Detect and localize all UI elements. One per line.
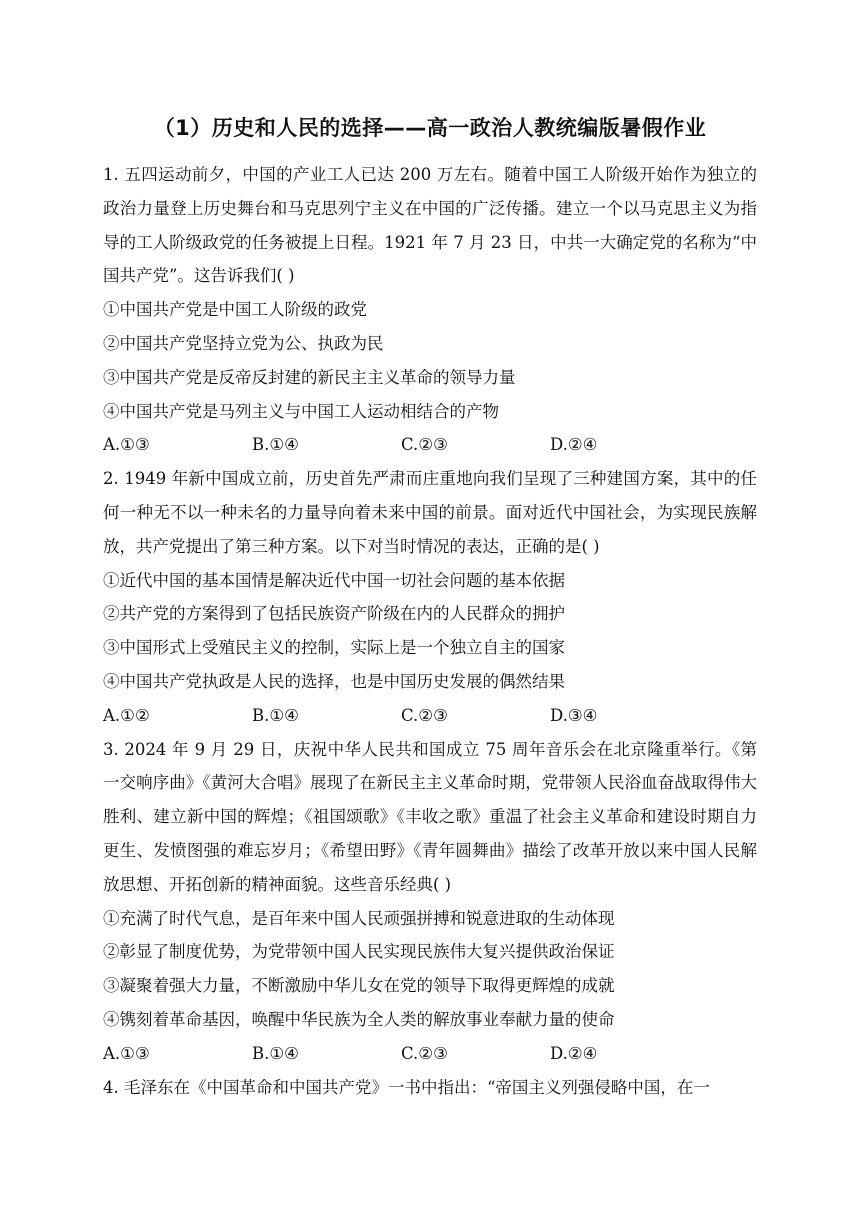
statement-option: ①中国共产党是中国工人阶级的政党 bbox=[103, 300, 367, 320]
question-stem: 1. 五四运动前夕，中国的产业工人已达 200 万左右。随着中国工人阶级开始作为独立的政治力量登上历史舞台和马克思列宁主义在中国的广泛传播。建立一个以马克思主义为指导的工人阶级政党的任务被提上日程。1921 年 7 月 23 日，中共一大确定党的名称为“中国共产党”。这告诉我们( ) bbox=[103, 165, 757, 286]
choice-a: A.①③ bbox=[103, 1043, 150, 1063]
question-stem: 2. 1949 年新中国成立前，历史首先严肃而庄重地向我们呈现了三种建国方案，其中的任何一种无不以一种未名的力量导向着未来中国的前景。面对近代中国社会，为实现民族解放，共产党提出了第三种方案。以下对当时情况的表达，正确的是( ) bbox=[103, 469, 757, 556]
document-title: （1）历史和人民的选择——高一政治人教统编版暑假作业 bbox=[153, 116, 707, 140]
question-stem: 3. 2024 年 9 月 29 日，庆祝中华人民共和国成立 75 周年音乐会在北京隆重举行。《第一交响序曲》《黄河大合唱》展现了在新民主主义革命时期，党带领人民浴血奋战取得伟大胜利、建立新中国的辉煌；《祖国颂歌》《丰收之歌》重温了社会主义革命和建设时期自力更生、发愤图强的难忘岁月；《希望田野》《青年圆舞曲》描绘了改革开放以来中国人民解放思想、开拓创新的精神面貌。这些音乐经典( ) bbox=[103, 739, 757, 894]
question-1 bbox=[103, 158, 757, 462]
question-4 bbox=[103, 1071, 757, 1105]
answer-choices bbox=[103, 1037, 757, 1071]
answer-choices bbox=[103, 428, 757, 462]
choice-c: C.②③ bbox=[401, 435, 448, 455]
choice-a: A.①③ bbox=[103, 435, 150, 455]
statement-option: ④镌刻着革命基因，唤醒中华民族为全人类的解放事业奉献力量的使命 bbox=[103, 1009, 615, 1029]
choice-a: A.①② bbox=[103, 705, 150, 725]
answer-choices bbox=[103, 699, 757, 733]
choice-d: D.②④ bbox=[550, 435, 598, 455]
statement-option: ④中国共产党是马列主义与中国工人运动相结合的产物 bbox=[103, 401, 499, 421]
statement-option: ④中国共产党执政是人民的选择，也是中国历史发展的偶然结果 bbox=[103, 671, 565, 691]
choice-c: C.②③ bbox=[401, 705, 448, 725]
statement-option: ①充满了时代气息，是百年来中国人民顽强拼搏和锐意进取的生动体现 bbox=[103, 908, 615, 928]
choice-b: B.①④ bbox=[252, 705, 299, 725]
choice-d: D.③④ bbox=[550, 705, 598, 725]
statement-option: ③凝聚着强大力量，不断激励中华儿女在党的领导下取得更辉煌的成就 bbox=[103, 976, 615, 996]
question-3 bbox=[103, 733, 757, 1071]
question-stem: 4. 毛泽东在《中国革命和中国共产党》一书中指出：“帝国主义列强侵略中国，在一 bbox=[103, 1077, 710, 1097]
statement-option: ③中国共产党是反帝反封建的新民主主义革命的领导力量 bbox=[103, 367, 516, 387]
question-list bbox=[103, 158, 757, 1104]
choice-b: B.①④ bbox=[252, 435, 299, 455]
statement-option: ②共产党的方案得到了包括民族资产阶级在内的人民群众的拥护 bbox=[103, 604, 565, 624]
choice-c: C.②③ bbox=[401, 1043, 448, 1063]
statement-option: ②中国共产党坚持立党为公、执政为民 bbox=[103, 333, 384, 353]
statement-option: ②彰显了制度优势，为党带领中国人民实现民族伟大复兴提供政治保证 bbox=[103, 942, 615, 962]
question-2 bbox=[103, 462, 757, 732]
choice-d: D.②④ bbox=[550, 1043, 598, 1063]
statement-option: ③中国形式上受殖民主义的控制，实际上是一个独立自主的国家 bbox=[103, 638, 565, 658]
statement-option: ①近代中国的基本国情是解决近代中国一切社会问题的基本依据 bbox=[103, 570, 565, 590]
choice-b: B.①④ bbox=[252, 1043, 299, 1063]
